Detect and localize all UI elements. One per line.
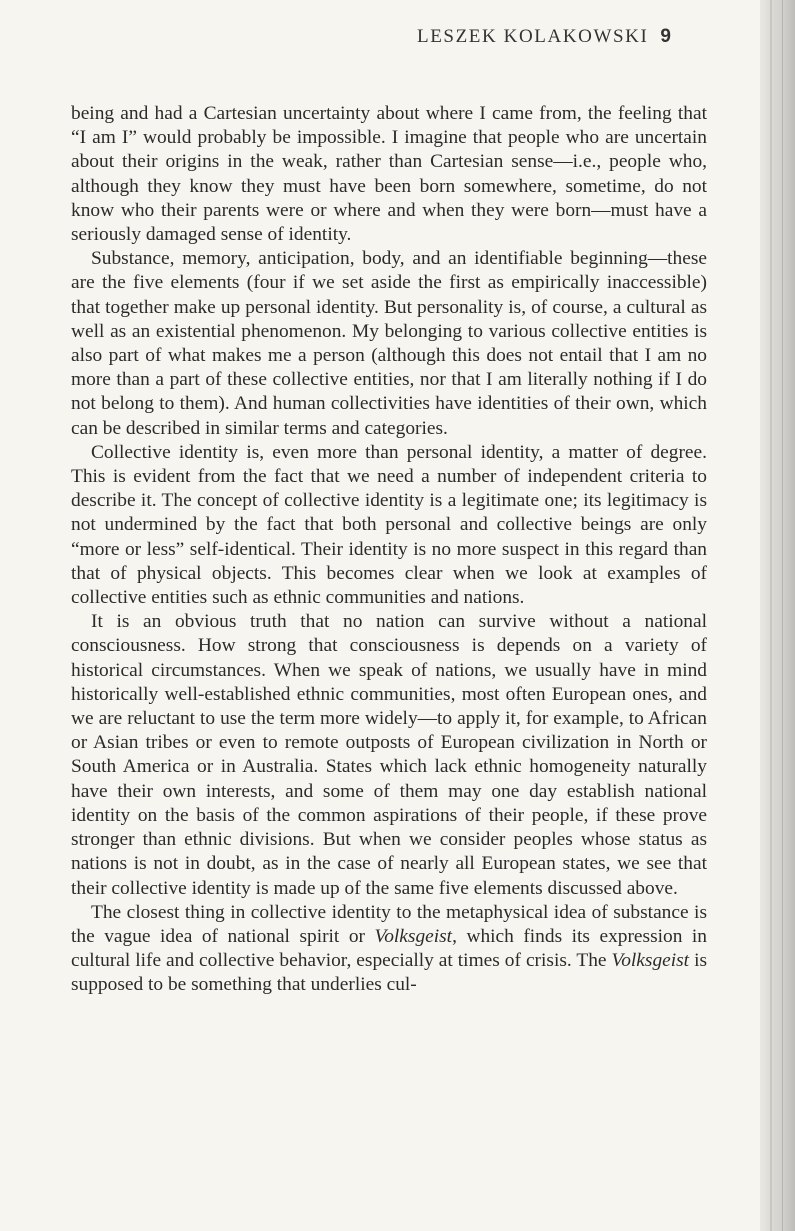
- page-number: 9: [660, 26, 671, 47]
- paragraph-1: [71, 102, 707, 247]
- paragraph-text: , which finds its expression in cultural life and collective behavior, especially at times of crisis. The: [71, 925, 707, 972]
- italic-term: Volksgeist: [611, 950, 690, 972]
- running-head-author: LESZEK KOLAKOWSKI: [416, 26, 649, 47]
- paragraph-text: Collective identity is, even more than personal identity, a matter of degree. This is evident from the fact that we need a number of independent criteria to describe it. The concept of collective identity is a legitimate one; its legitimacy is not undermined by the fact that both personal and collective beings are only “more or less” self-identical. Their identity is no more suspect in this regard than that of physical objects. This becomes clear when we look at examples of collective entities such as ethnic communities and nations.: [71, 441, 707, 609]
- running-head: [417, 26, 671, 48]
- body-text: [71, 102, 707, 998]
- paragraph-4: [71, 610, 707, 900]
- paragraph-text: It is an obvious truth that no nation can survive without a national consciousness. How strong that consciousness is depends on a variety of historical circumstances. When we speak of nations, we usually have in mind historically well-established ethnic communities, most often European ones, and we are reluctant to use the term more widely—to apply it, for example, to African or Asian tribes or even to remote outposts of European civilization in North or South America or in Australia. States which lack ethnic homogeneity naturally have their own interests, and some of them may one day establish national identity on the basis of the common aspirations of their people, if these prove stronger than ethnic divisions. But when we consider peoples whose status as nations is not in doubt, as in the case of nearly all European states, we see that their collective identity is made up of the same five elements discussed above.: [71, 611, 707, 899]
- paragraph-2: [71, 247, 707, 441]
- paragraph-text: is supposed to be something that underlies cul-: [71, 950, 708, 996]
- paragraph-text: The closest thing in collective identity to the metaphysical idea of substance is the vague idea of national spirit or: [71, 901, 707, 947]
- paragraph-5: [71, 901, 707, 998]
- italic-term: Volksgeist: [374, 925, 453, 947]
- paragraph-text: being and had a Cartesian uncertainty about where I came from, the feeling that “I am I” would probably be impossible. I imagine that people who are uncertain about their origins in the weak, rather than Cartesian sense—i.e., people who, although they know they must have been born somewhere, sometime, do not know who their parents were or where and when they were born—must have a seriously damaged sense of identity.: [71, 103, 707, 246]
- page-edge: [760, 0, 795, 1231]
- paragraph-3: [71, 441, 707, 610]
- paragraph-text: Substance, memory, anticipation, body, and an identifiable beginning—these are the five elements (four if we set aside the first as empirically inaccessible) that together make up personal identity. But personality is, of course, a cultural as well as an existential phenomenon. My belonging to various collective entities is also part of what makes me a person (although this does not entail that I am no more than a part of these collective entities, nor that I am literally nothing if I do not belong to them). And human collectivities have identities of their own, which can be described in similar terms and categories.: [71, 248, 707, 439]
